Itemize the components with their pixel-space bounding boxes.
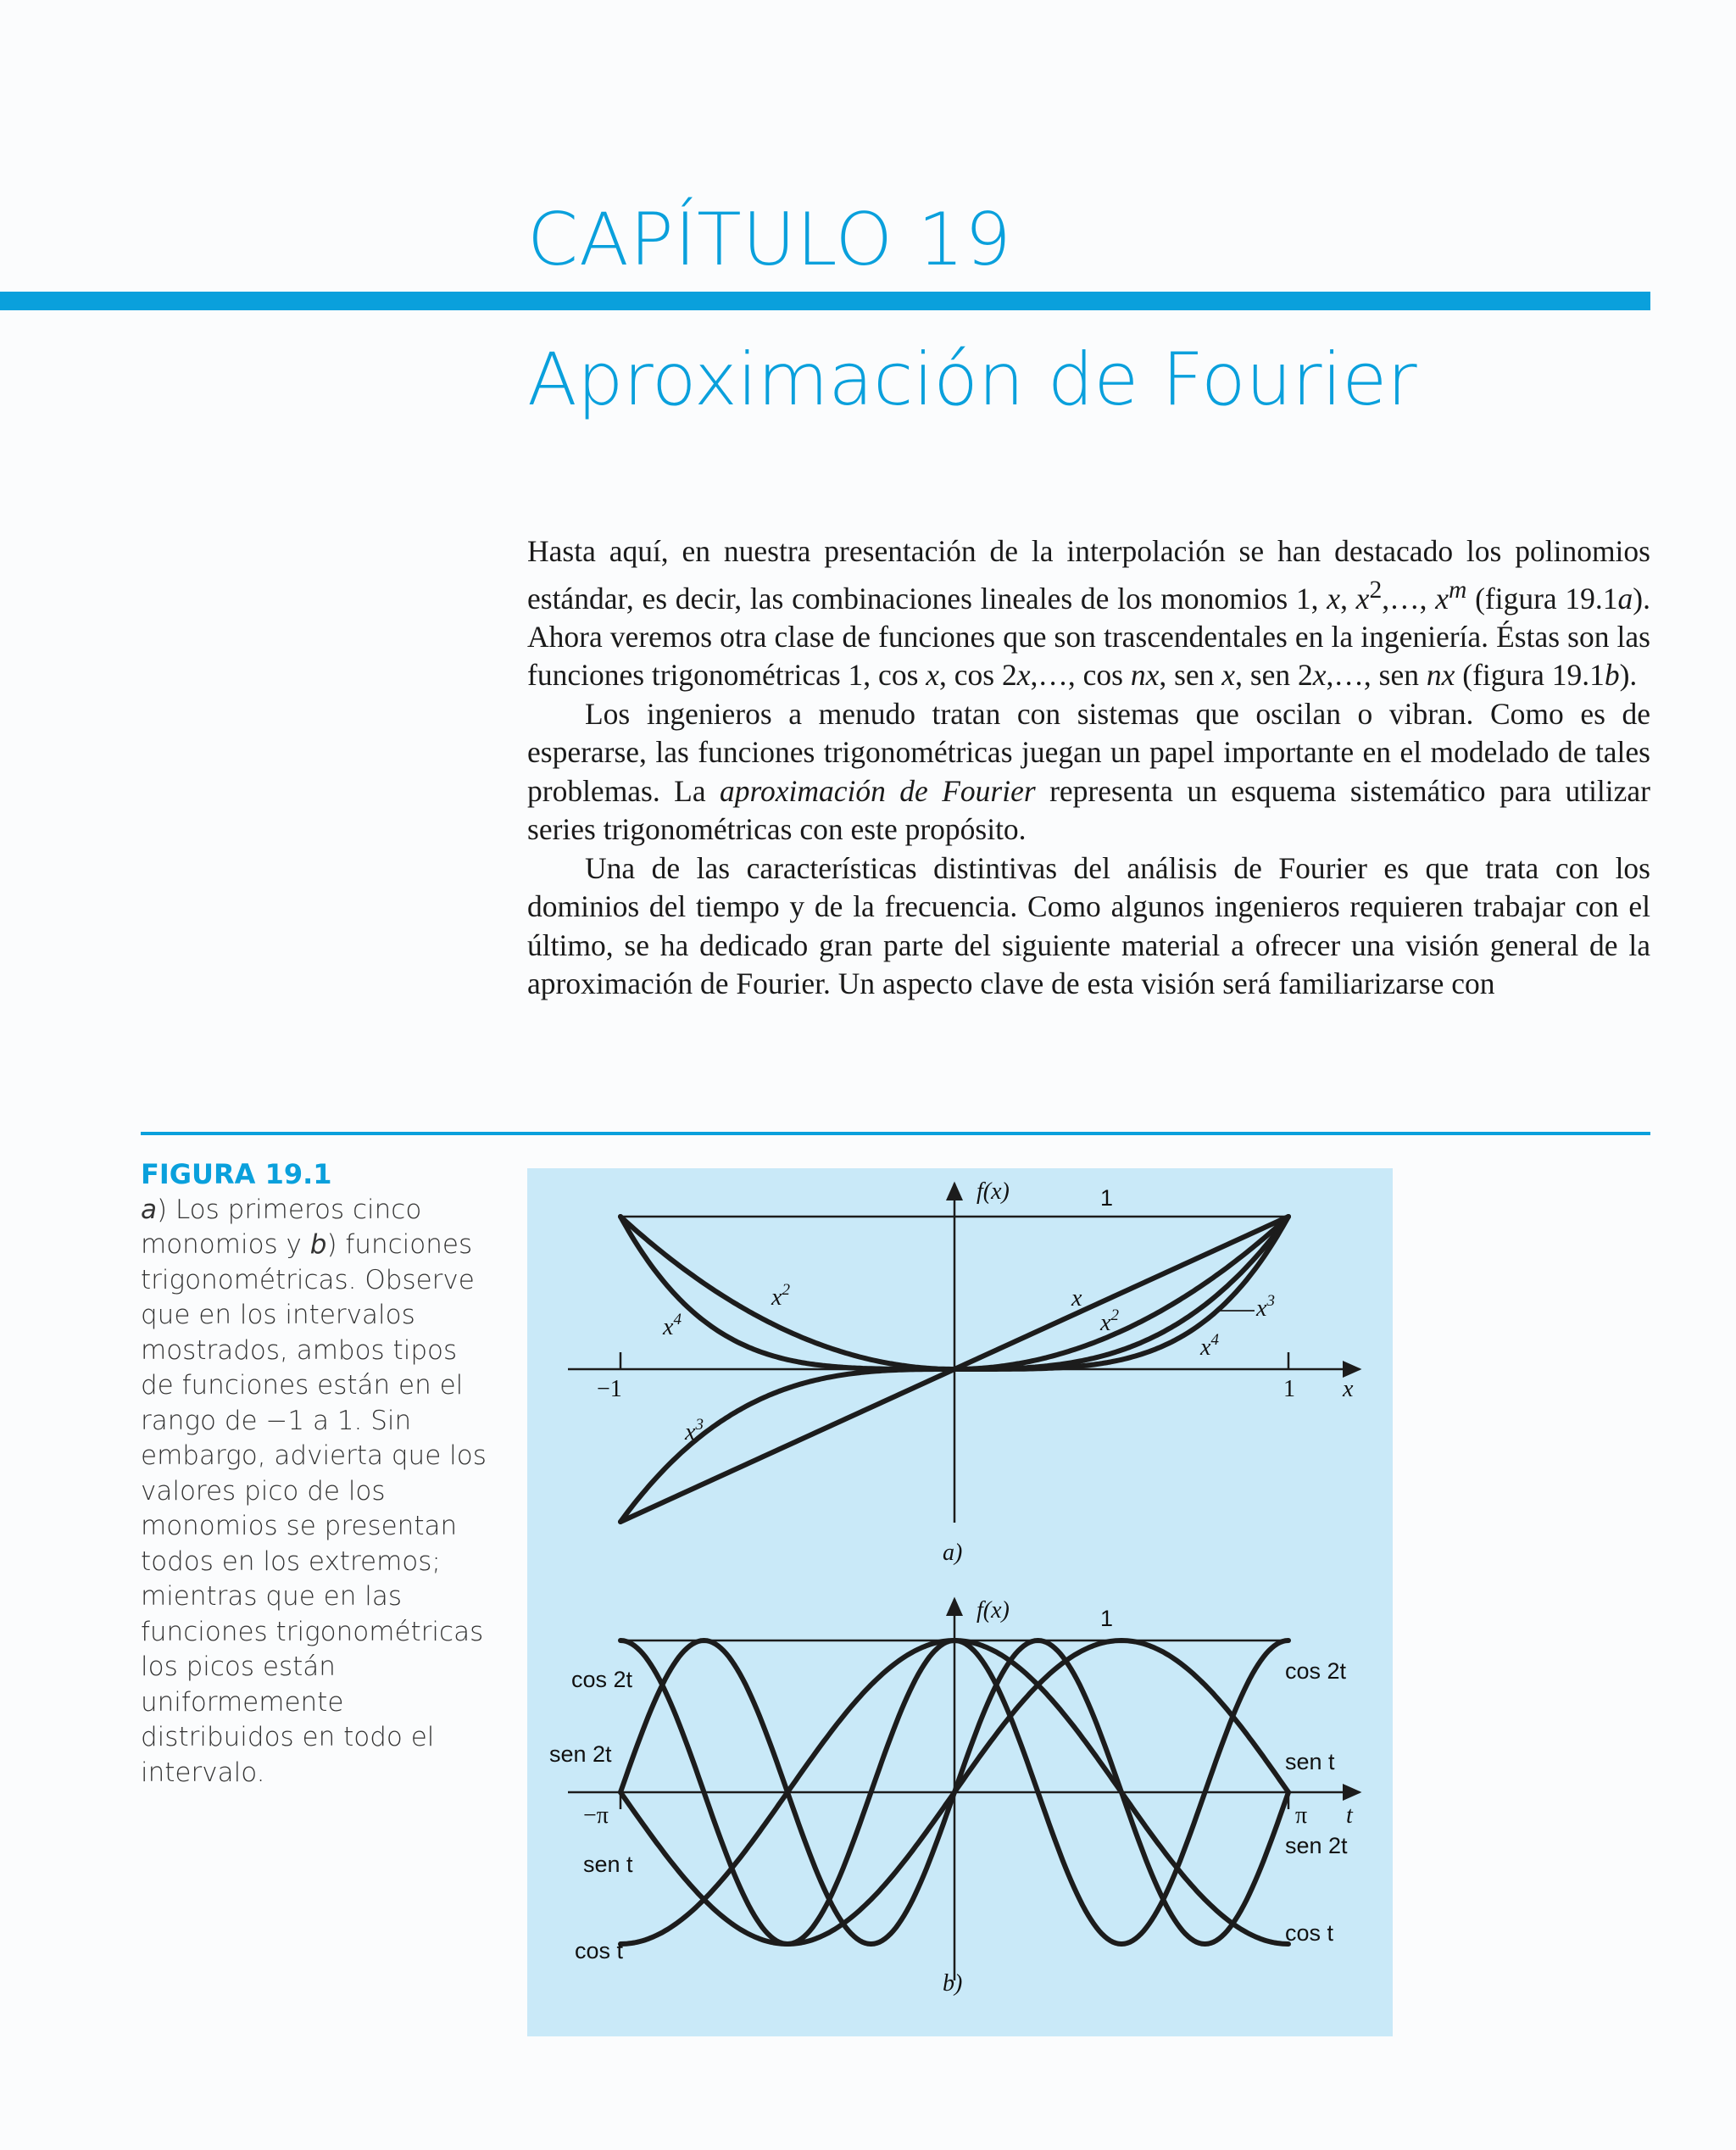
chart-b-xtick-right: π bbox=[1295, 1802, 1308, 1829]
chart-a-ylabel: f(x) bbox=[976, 1178, 1010, 1205]
chart-a bbox=[568, 1178, 1360, 1566]
figure-panel bbox=[527, 1168, 1393, 2036]
chart-a-xlabel: x bbox=[1343, 1376, 1354, 1402]
label-sent-left: sen t bbox=[583, 1852, 633, 1877]
chart-b bbox=[549, 1597, 1360, 1997]
paragraph-2: Los ingenieros a menudo tratan con sistemas que oscilan o vibran. Como es de esperarse, las funciones trigonométricas juegan un papel importante en el modelado de tales problemas. La aproximación de Fourier representa un esquema sistemático para utilizar series trigonométricas con este propósito. bbox=[527, 696, 1650, 847]
chapter-rule bbox=[0, 292, 1650, 310]
chart-a-xtick-left: −1 bbox=[597, 1376, 622, 1402]
chart-b-ylabel: f(x) bbox=[976, 1597, 1010, 1624]
chart-a-top-label: 1 bbox=[1100, 1185, 1114, 1211]
label-cost-right: cos t bbox=[1285, 1920, 1334, 1946]
figure-svg bbox=[527, 1168, 1393, 2036]
figure-caption bbox=[141, 1157, 497, 1791]
label-x3-left: $x^3$ bbox=[685, 1416, 704, 1445]
label-x2-left: $x^2$ bbox=[771, 1281, 790, 1311]
figure-caption-text: a) Los primeros cinco monomios y b) funciones trigonométricas. Observe que en los intervalos mostrados, ambos tipos de funciones están en el rango de −1 a 1. Sin embargo, advierta que los valores pico de los monomios se presentan todos en los extremos; mientras que en las funciones trigonométricas los picos están uniformemente distribuidos en todo el intervalo. bbox=[141, 1194, 487, 1788]
label-x2-right: $x^2$ bbox=[1100, 1306, 1119, 1336]
chart-b-xlabel: t bbox=[1346, 1802, 1353, 1829]
label-sen2t-left: sen 2t bbox=[549, 1741, 612, 1767]
label-x4-left: $x^4$ bbox=[663, 1311, 682, 1340]
label-sen2t-right: sen 2t bbox=[1285, 1833, 1348, 1858]
chart-a-xtick-right: 1 bbox=[1283, 1376, 1295, 1402]
label-sent-right: sen t bbox=[1285, 1749, 1335, 1774]
label-cos2t-left: cos 2t bbox=[571, 1667, 633, 1692]
label-x4-right: $x^4$ bbox=[1200, 1331, 1219, 1361]
label-cost-left: cos t bbox=[575, 1938, 624, 1963]
figure-rule bbox=[141, 1132, 1650, 1135]
body-text bbox=[527, 532, 1650, 1004]
paragraph-1: Hasta aquí, en nuestra presentación de la interpolación se han destacado los polinomios estándar, es decir, las combinaciones lineales de los monomios 1, x, $x^2,\dots$, $x^m$ (figura 19.1a). Ahora veremos otra clase de funciones que son trascendentales en la ingeniería. Éstas son las funciones trigonométricas 1, cos x, cos 2x,…, cos nx, sen x, sen 2x,…, sen nx (figura 19.1b). bbox=[527, 534, 1650, 693]
panel-b-label: b) bbox=[943, 1970, 963, 1997]
figure-label: FIGURA 19.1 bbox=[141, 1158, 332, 1190]
chart-b-top-label: 1 bbox=[1100, 1606, 1114, 1631]
label-cos2t-right: cos 2t bbox=[1285, 1658, 1347, 1684]
paragraph-3: Una de las características distintivas del análisis de Fourier es que trata con los dominios del tiempo y de la frecuencia. Como algunos ingenieros requieren trabajar con el último, se ha dedicado gran parte del siguiente material a ofrecer una visión general de la aproximación de Fourier. Un aspecto clave de esta visión será familiarizarse con bbox=[527, 850, 1650, 1001]
label-x3-right: $x^3$ bbox=[1256, 1292, 1275, 1322]
label-x-right: x bbox=[1071, 1285, 1082, 1312]
chapter-title: Aproximación de Fourier bbox=[527, 337, 1417, 422]
panel-a-label: a) bbox=[943, 1540, 963, 1566]
chapter-number: CAPÍTULO 19 bbox=[527, 198, 1012, 282]
chart-b-xtick-left: −π bbox=[583, 1802, 609, 1829]
